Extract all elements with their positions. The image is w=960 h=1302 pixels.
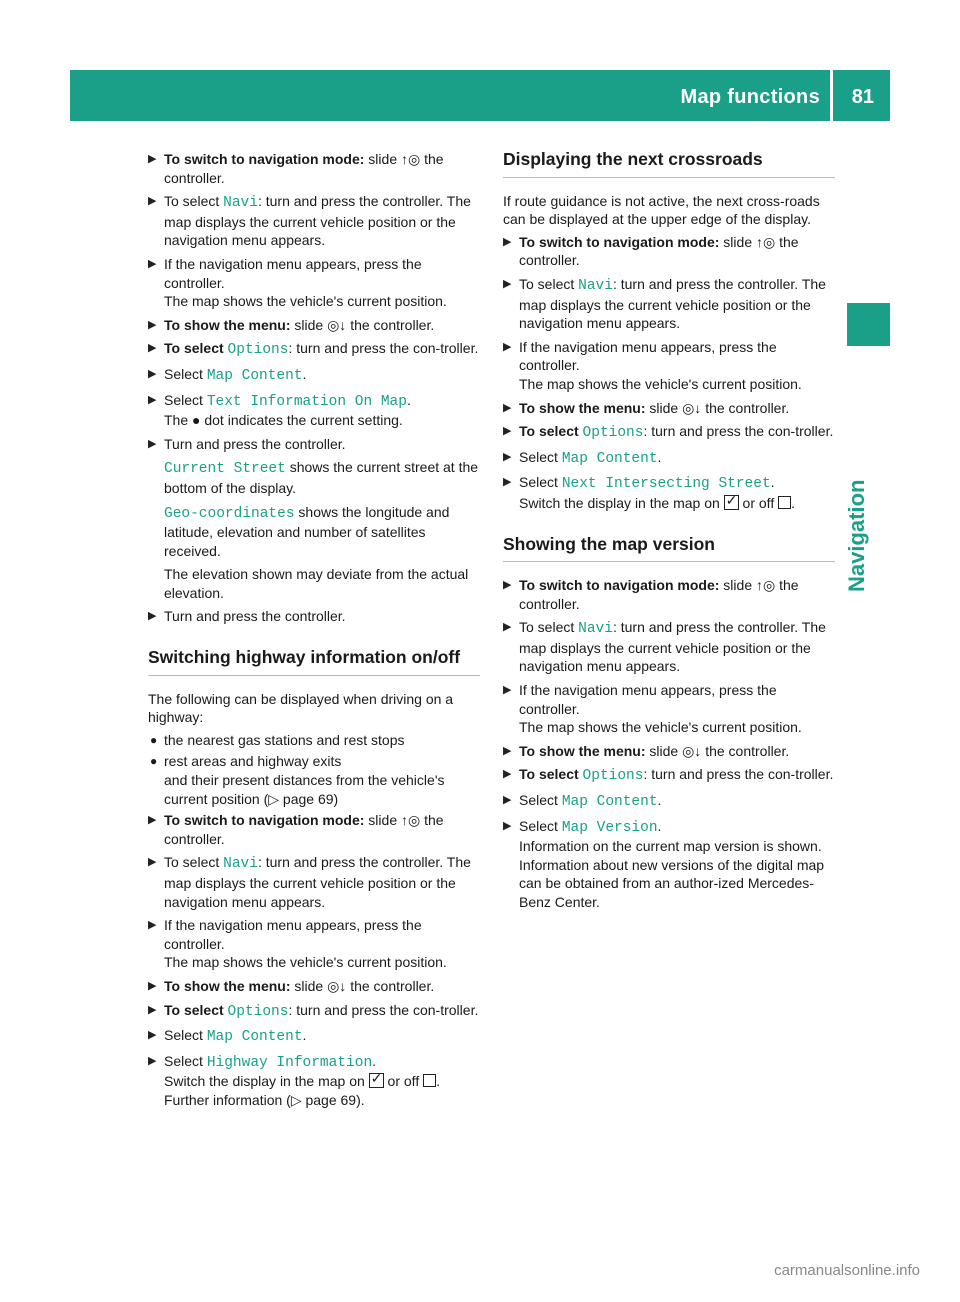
list-item: ▶ Select Map Content. (148, 365, 307, 384)
paragraph: Current Street shows the current street at the bottom of the display. (164, 459, 479, 496)
list-item: ▶ To switch to navigation mode: slide ↑◎ the controller. (503, 577, 799, 612)
list-item: ▶ To select Navi: turn and press the controller. The map displays the current vehicle position or the navigation menu appears. (148, 193, 471, 249)
checkbox-empty-icon (778, 496, 791, 509)
list-item: ● rest areas and highway exits and their present distances from the vehicle's current position (▷ page 69) (150, 753, 445, 807)
menu-item-options: Options (227, 342, 289, 359)
watermark: carmanualsonline.info (774, 1262, 920, 1279)
arrow-icon: ▶ (148, 610, 157, 623)
arrow-icon: ▶ (503, 621, 512, 634)
arrow-icon: ▶ (503, 235, 512, 248)
menu-item-navi: Navi (578, 621, 613, 638)
menu-item-map-version: Map Version (561, 819, 658, 836)
menu-item-navi: Navi (223, 856, 258, 873)
arrow-icon: ▶ (148, 257, 157, 270)
list-item: ● the nearest gas stations and rest stops (150, 731, 405, 748)
chapter-label: Navigation (844, 479, 869, 592)
arrow-icon: ▶ (148, 195, 157, 208)
arrow-icon: ▶ (503, 450, 512, 463)
menu-item-map-content: Map Content (561, 794, 658, 811)
checkbox-checked-icon (369, 1073, 384, 1088)
list-item: ▶ Select Map Content. (148, 1027, 307, 1046)
page-number: 81 (851, 86, 874, 108)
list-item: ▶ To select Options: turn and press the con-troller. (503, 766, 834, 785)
left-column (148, 150, 480, 1115)
menu-item-highway-info: Highway Information (206, 1054, 373, 1071)
arrow-icon: ▶ (503, 401, 512, 414)
arrow-icon: ▶ (503, 744, 512, 757)
list-item: ▶ To show the menu: slide ◎↓ the controller. (148, 977, 435, 994)
list-item: ▶ To select Navi: turn and press the controller. The map displays the current vehicle position or the navigation menu appears. (503, 619, 826, 675)
arrow-icon: ▶ (148, 367, 157, 380)
list-item: ▶ Select Text Information On Map. The ● dot indicates the current setting. (148, 391, 411, 429)
list-item: ▶ To show the menu: slide ◎↓ the controller. (148, 316, 435, 333)
arrow-icon: ▶ (148, 1054, 157, 1067)
list-item: ▶ Turn and press the controller. (148, 608, 346, 625)
arrow-icon: ▶ (148, 1003, 157, 1016)
bullet-icon: ● (150, 732, 158, 747)
arrow-icon: ▶ (503, 794, 512, 807)
list-item: ▶ If the navigation menu appears, press the controller. The map shows the vehicle's current position. (503, 338, 802, 392)
arrow-icon: ▶ (503, 819, 512, 832)
arrow-icon: ▶ (503, 768, 512, 781)
list-item: ▶ Select Highway Information. Switch the display in the map on ✓ or off . Further information (▷ page 69). (148, 1052, 480, 1110)
chapter-tab (847, 303, 890, 346)
menu-item-options: Options (227, 1003, 289, 1020)
list-item: ▶ To select Navi: turn and press the controller. The map displays the current vehicle position or the navigation menu appears. (148, 854, 471, 910)
section-title: Map functions (680, 86, 820, 108)
list-item: ▶ Select Map Content. (503, 792, 662, 811)
menu-item-next-street: Next Intersecting Street (561, 476, 771, 493)
arrow-icon: ▶ (148, 979, 157, 992)
arrow-icon: ▶ (148, 814, 157, 827)
list-item: ▶ If the navigation menu appears, press the controller. The map shows the vehicle's current position. (148, 917, 447, 971)
list-item: ▶ Select Map Content. (503, 448, 662, 467)
arrow-icon: ▶ (148, 1029, 157, 1042)
arrow-icon: ▶ (148, 856, 157, 869)
list-item: ▶ Select Map Version. Information on the current map version is shown. Information about new versions of the digital map can be obtained from an author-ized Mercedes-Benz Center. (503, 817, 825, 910)
arrow-icon: ▶ (503, 340, 512, 353)
paragraph: Geo-coordinates shows the longitude and latitude, elevation and number of satellites received. (164, 503, 450, 559)
list-item: ▶ If the navigation menu appears, press the controller. The map shows the vehicle's current position. (503, 682, 802, 736)
header-divider (830, 70, 833, 121)
menu-item-map-content: Map Content (206, 1029, 303, 1046)
section-heading: Showing the map version (503, 535, 835, 563)
list-item: ▶ To select Options: turn and press the con-troller. (148, 1001, 479, 1020)
list-item: ▶ Turn and press the controller. (148, 435, 346, 452)
section-heading: Switching highway information on/off (148, 648, 480, 676)
list-item: ▶ To show the menu: slide ◎↓ the controller. (503, 742, 790, 759)
list-item: ▶ To switch to navigation mode: slide ↑◎ the controller. (148, 151, 444, 186)
list-item: ▶ Select Next Intersecting Street. Switch the display in the map on ✓ or off . (503, 473, 835, 512)
arrow-icon: ▶ (148, 393, 157, 406)
arrow-icon: ▶ (503, 425, 512, 438)
arrow-icon: ▶ (148, 437, 157, 450)
menu-item-navi: Navi (223, 195, 258, 212)
menu-item-map-content: Map Content (206, 367, 303, 384)
arrow-icon: ▶ (503, 277, 512, 290)
page-header (70, 70, 890, 121)
list-item: ▶ If the navigation menu appears, press the controller. The map shows the vehicle's current position. (148, 255, 447, 310)
menu-item-text-info: Text Information On Map (206, 393, 407, 410)
paragraph: If route guidance is not active, the next cross-roads can be displayed at the upper edge of the display. (503, 192, 820, 228)
list-item: ▶ To show the menu: slide ◎↓ the controller. (503, 399, 790, 416)
arrow-icon: ▶ (148, 919, 157, 932)
list-item: ▶ To select Navi: turn and press the controller. The map displays the current vehicle position or the navigation menu appears. (503, 275, 826, 332)
arrow-icon: ▶ (148, 318, 157, 331)
list-item: ▶ To select Options: turn and press the con-troller. (148, 340, 479, 359)
list-item: ▶ To switch to navigation mode: slide ↑◎ the controller. (148, 812, 444, 847)
arrow-icon: ▶ (503, 476, 512, 489)
paragraph: The following can be displayed when driving on a highway: (148, 690, 454, 726)
menu-item-navi: Navi (578, 277, 613, 294)
menu-item-map-content: Map Content (561, 450, 658, 467)
checkbox-empty-icon (423, 1074, 436, 1087)
right-column (503, 150, 835, 917)
list-item: ▶ To switch to navigation mode: slide ↑◎ the controller. (503, 233, 799, 269)
list-item: ▶ To select Options: turn and press the con-troller. (503, 423, 834, 442)
arrow-icon: ▶ (503, 684, 512, 697)
arrow-icon: ▶ (148, 153, 157, 165)
bullet-icon: ● (150, 754, 158, 769)
menu-item-current-street: Current Street (164, 461, 286, 478)
checkbox-checked-icon (724, 495, 739, 510)
paragraph: The elevation shown may deviate from the actual elevation. (164, 566, 469, 601)
arrow-icon: ▶ (148, 342, 157, 355)
menu-item-options: Options (582, 425, 644, 442)
menu-item-options: Options (582, 768, 644, 785)
section-heading: Displaying the next crossroads (503, 150, 835, 178)
arrow-icon: ▶ (503, 579, 512, 592)
menu-item-geo: Geo-coordinates (164, 505, 295, 522)
